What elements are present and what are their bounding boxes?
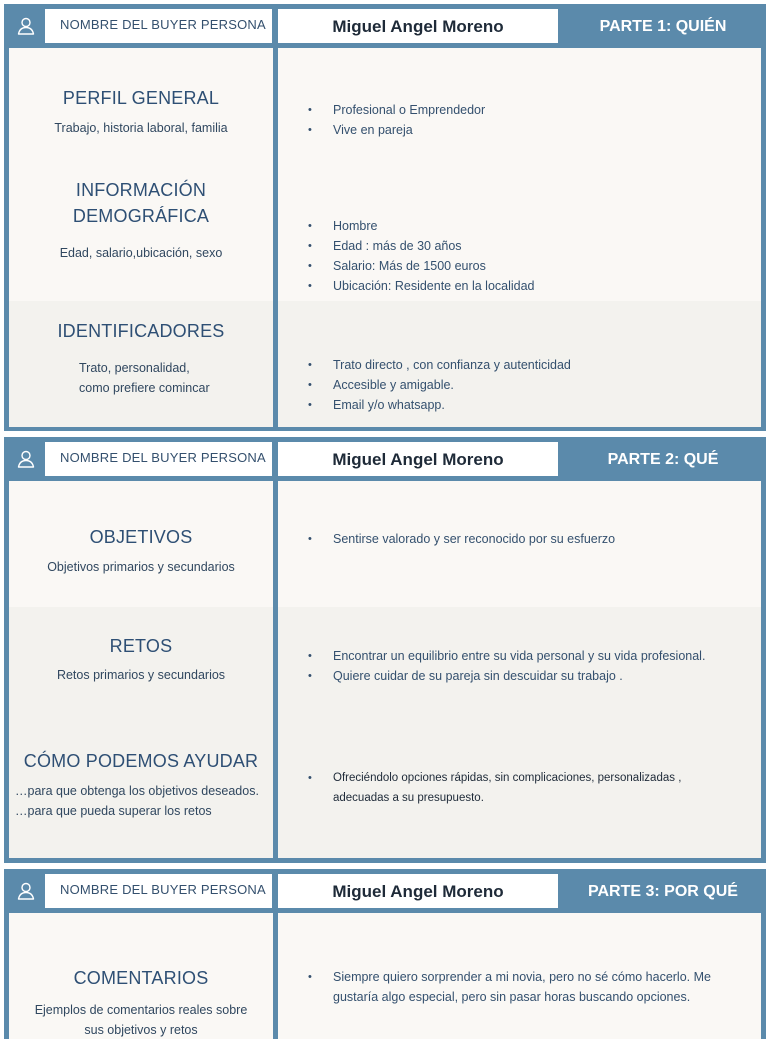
row-title: IDENTIFICADORES (57, 321, 225, 341)
row-title: RETOS (109, 636, 173, 656)
row-content-cell (278, 175, 761, 301)
row-label-cell (9, 175, 273, 301)
row-desc (9, 1000, 273, 1040)
row-title (9, 177, 273, 229)
list-item: • Sentirse valorado y ser reconocido por su esfuerzo (333, 529, 615, 549)
row-title: CÓMO PODEMOS AYUDAR (23, 751, 259, 771)
row-desc: Trabajo, historia laboral, familia (54, 121, 228, 135)
list-item: • Encontrar un equilibrio entre su vida personal y su vida profesional. (333, 646, 705, 666)
row-perfil-general (9, 48, 761, 175)
row-como-podemos-ayudar (9, 732, 761, 858)
card-body (9, 913, 761, 1039)
list-item: • Trato directo , con confianza y autenticidad (333, 355, 571, 375)
bullet-list (278, 529, 615, 549)
row-retos (9, 607, 761, 732)
list-item: • Salario: Más de 1500 euros (333, 256, 535, 276)
card-header (4, 4, 766, 46)
user-icon (16, 16, 36, 36)
part-title: PARTE 3: POR QUÉ (588, 883, 738, 900)
list-item: • Email y/o whatsapp. (333, 395, 571, 415)
row-label-cell (9, 301, 273, 427)
row-desc-line: …para que obtenga los objetivos deseados. (15, 784, 259, 798)
row-desc: Objetivos primarios y secundarios (47, 560, 235, 574)
buyer-persona-label: NOMBRE DEL BUYER PERSONA (45, 9, 272, 43)
buyer-persona-label: NOMBRE DEL BUYER PERSONA (45, 874, 272, 908)
row-title: PERFIL GENERAL (62, 88, 220, 108)
row-identificadores (9, 301, 761, 427)
row-label-cell (9, 607, 273, 732)
row-desc-line: como prefiere comincar (79, 381, 210, 395)
row-desc (79, 358, 269, 398)
row-desc: Retos primarios y secundarios (56, 668, 226, 682)
row-content-cell (278, 301, 761, 427)
bullet-list (278, 768, 681, 808)
row-label-cell (9, 913, 273, 1039)
buyer-persona-name: Miguel Angel Moreno (278, 9, 558, 43)
row-desc-line: …para que pueda superar los retos (15, 804, 212, 818)
list-item: • Vive en pareja (333, 120, 485, 140)
list-item-line: gustaría algo especial, pero sin pasar horas buscando opciones. (333, 990, 691, 1004)
list-item (333, 768, 681, 808)
row-content-cell (278, 607, 761, 732)
row-title-line: DEMOGRÁFICA (72, 206, 210, 226)
card-header (4, 869, 766, 911)
bullet-list (278, 646, 705, 686)
user-icon (16, 449, 36, 469)
buyer-persona-label: NOMBRE DEL BUYER PERSONA (45, 442, 272, 476)
buyer-persona-name: Miguel Angel Moreno (278, 442, 558, 476)
row-desc-line: Ejemplos de comentarios reales sobre (34, 1003, 248, 1017)
row-title: COMENTARIOS (73, 968, 209, 988)
list-item-line: Ofreciéndolo opciones rápidas, sin complicaciones, personalizadas , (333, 772, 682, 784)
bullet-list (278, 216, 535, 296)
row-title: OBJETIVOS (89, 527, 193, 547)
user-icon (16, 881, 36, 901)
buyer-persona-name: Miguel Angel Moreno (278, 874, 558, 908)
row-desc-line: sus objetivos y retos (84, 1023, 198, 1037)
list-item (333, 967, 711, 1007)
list-item-line: Siempre quiero sorprender a mi novia, pero no sé cómo hacerlo. Me (333, 970, 711, 984)
row-title-line: INFORMACIÓN (75, 180, 207, 200)
list-item: • Hombre (333, 216, 535, 236)
row-content-cell (278, 481, 761, 607)
card-body (9, 481, 761, 858)
card-part-1 (4, 4, 766, 431)
card-part-2 (4, 437, 766, 863)
row-desc (15, 781, 273, 821)
row-objetivos (9, 481, 761, 607)
row-informacion-demografica (9, 175, 761, 301)
bullet-list (278, 100, 485, 140)
list-item: • Ubicación: Residente en la localidad (333, 276, 535, 296)
list-item-line: adecuadas a su presupuesto. (333, 792, 484, 804)
bullet-list (278, 967, 711, 1007)
row-desc-line: Trato, personalidad, (79, 361, 190, 375)
list-item: • Edad : más de 30 años (333, 236, 535, 256)
row-label-cell (9, 481, 273, 607)
list-item: • Quiere cuidar de su pareja sin descuidar su trabajo . (333, 666, 705, 686)
row-label-cell (9, 732, 273, 858)
part-title: PARTE 1: QUIÉN (599, 18, 727, 35)
row-content-cell (278, 913, 761, 1039)
row-comentarios (9, 913, 761, 1039)
card-header (4, 437, 766, 479)
row-content-cell (278, 48, 761, 175)
row-label-cell (9, 48, 273, 175)
bullet-list (278, 355, 571, 415)
row-content-cell (278, 732, 761, 858)
row-desc: Edad, salario,ubicación, sexo (59, 246, 223, 260)
card-body (9, 48, 761, 427)
list-item: • Profesional o Emprendedor (333, 100, 485, 120)
part-title: PARTE 2: QUÉ (607, 451, 719, 468)
card-part-3 (4, 869, 766, 1039)
list-item: • Accesible y amigable. (333, 375, 571, 395)
